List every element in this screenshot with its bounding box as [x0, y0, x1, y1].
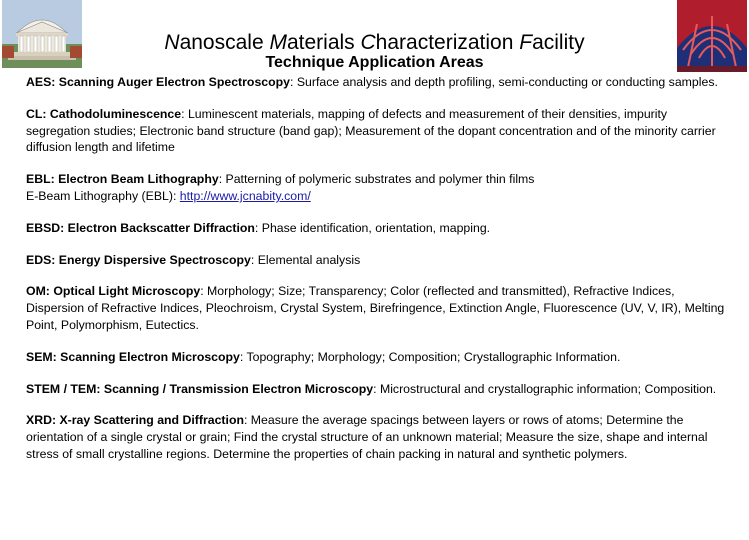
technique-name: OM: Optical Light Microscopy	[26, 284, 201, 299]
technique-link[interactable]: http://www.jcnabity.com/	[179, 188, 311, 203]
technique-description: : Microstructural and crystallographic information; Composition.	[373, 381, 717, 396]
technique-description: : Morphology; Size; Transparency; Color (reflected and transmitted), Refractive Indices, Dispersion of Refractive Indices, Pleochroism, Crystal System, Birefringence, Extinction Angle, Fluorescence (UV, V, IR), Melting Point, Polymorphism, Eutectics.	[26, 284, 725, 332]
technique-description: : Phase identification, orientation, mapping.	[254, 220, 491, 235]
technique-description: : Patterning of polymeric substrates and polymer thin films	[218, 172, 535, 187]
technique-line2: E-Beam Lithography (EBL):	[26, 188, 180, 203]
technique-description: : Elemental analysis	[250, 252, 361, 267]
technique-entry	[26, 220, 726, 237]
page-title	[0, 31, 749, 55]
technique-name: XRD: X-ray Scattering and Diffraction	[26, 413, 244, 428]
technique-entry	[26, 74, 726, 91]
title-word: haracterization	[375, 31, 520, 54]
technique-entry	[26, 349, 726, 366]
technique-name: STEM / TEM: Scanning / Transmission Electron Microscopy	[26, 381, 374, 396]
technique-name: EBL: Electron Beam Lithography	[26, 172, 219, 187]
title-word: aterials	[286, 31, 361, 54]
technique-name: AES: Scanning Auger Electron Spectroscopy	[26, 75, 290, 89]
technique-name: CL: Cathodoluminescence	[26, 106, 182, 121]
page-subtitle: Technique Application Areas	[265, 54, 484, 71]
title-initial: F	[519, 31, 533, 54]
title-word: acility	[532, 31, 585, 54]
technique-name: EBSD: Electron Backscatter Diffraction	[26, 220, 255, 235]
technique-name: EDS: Energy Dispersive Spectroscopy	[26, 252, 251, 267]
title-initial: M	[269, 31, 287, 54]
technique-entry	[26, 171, 726, 205]
technique-name: SEM: Scanning Electron Microscopy	[26, 349, 240, 364]
technique-description: : Luminescent materials, mapping of defects and measurement of their densities, impurity segregation studies; Electronic band structure (band gap); Measurement of the dopant concentration and of the minority carrier diffusion length and lifetime	[26, 106, 716, 155]
technique-entry	[26, 412, 726, 462]
technique-list	[26, 74, 726, 478]
technique-description: : Surface analysis and depth profiling, semi-conducting or conducting samples.	[289, 75, 718, 89]
title-word: anoscale	[179, 31, 270, 54]
technique-entry	[26, 381, 726, 398]
technique-description: : Topography; Morphology; Composition; Crystallographic Information.	[239, 349, 621, 364]
technique-entry	[26, 106, 726, 156]
title-initial: C	[360, 31, 376, 54]
title-initial: N	[164, 31, 180, 54]
technique-description: : Measure the average spacings between layers or rows of atoms; Determine the orientation of a single crystal or grain; Find the crystal structure of an unknown material; Measure the size, shape and internal stress of small crystalline regions. Determine the properties of chain packing in natural and synthetic polymers.	[26, 413, 708, 461]
technique-entry	[26, 252, 726, 269]
technique-entry	[26, 283, 726, 333]
